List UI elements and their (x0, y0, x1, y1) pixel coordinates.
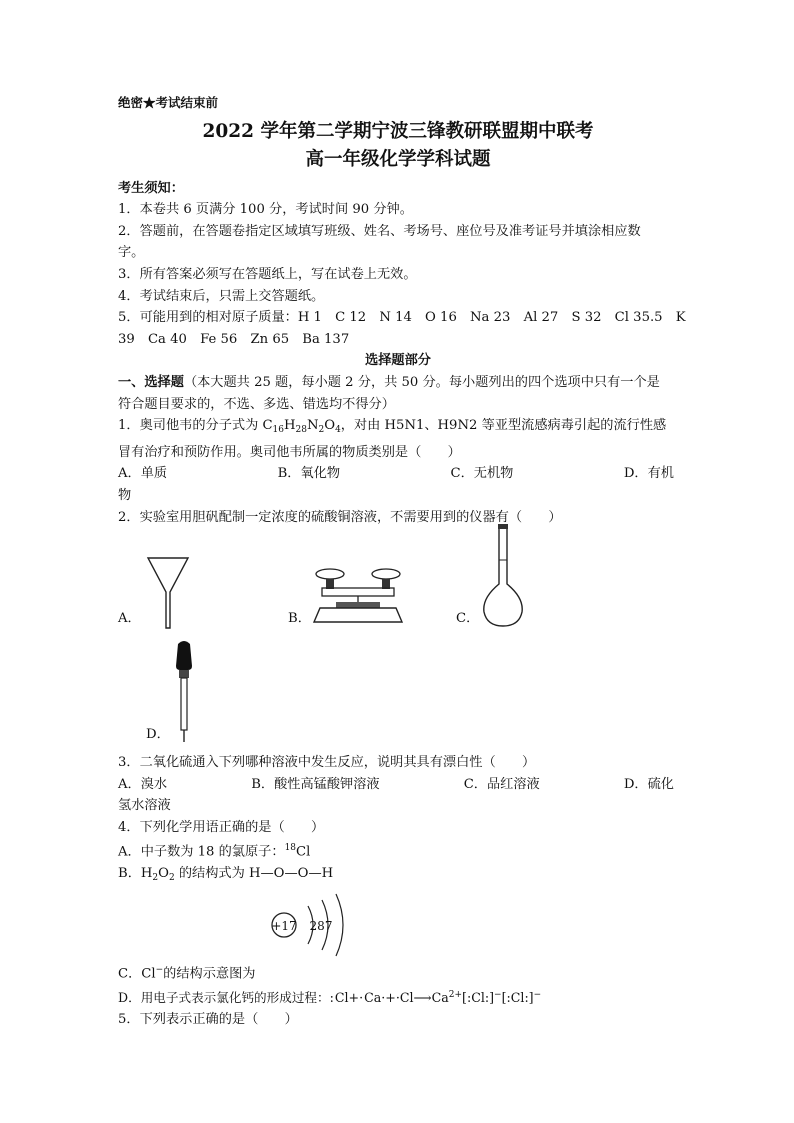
question-5-stem: 5．下列表示正确的是（ ） (118, 1011, 298, 1027)
notice-item: 39 Ca 40 Fe 56 Zn 65 Ba 137 (118, 331, 350, 347)
section-title: 选择题部分 (365, 353, 431, 369)
question-4-option-a: A．中子数为 18 的氯原子：$^{18}$Cl (118, 843, 311, 860)
option-b: B．氧化物 (277, 466, 341, 482)
notice-item: 2．答题前，在答题卷指定区域填写班级、姓名、考场号、座位号及准考证号并填涂相应数 (118, 223, 641, 239)
question-1-stem: 1．奥司他韦的分子式为 $C_{16}H_{28}N_2O_4$，对由 H5N1、H9N2 等亚型流感病毒引起的流行性感 (118, 418, 667, 436)
exam-subtitle: 高一年级化学学科试题 (305, 148, 491, 170)
question-1-options (118, 463, 674, 485)
question-2-figures-row1 (118, 528, 678, 640)
exam-title: 2022 学年第二学期宁波三锋教研联盟期中联考 (202, 120, 594, 142)
section-header-bold: 一、选择题 (118, 374, 184, 390)
question-2-stem: 2．实验室用胆矾配制一定浓度的硫酸铜溶液，不需要用到的仪器有（ ） (118, 509, 562, 525)
secret-label: 绝密★考试结束前 (118, 95, 219, 110)
question-3-stem: 3．二氧化硫通入下列哪种溶液中发生反应，说明其具有漂白性（ ） (118, 755, 536, 771)
electron-shells: 287 (309, 919, 333, 934)
question-4-option-d: D．用电子式表示氯化钙的形成过程：$:Cl+\cdot Ca\cdot+\cdot Cl⟶Ca^{2+}[:Cl:]^-[:Cl:]^-$ (118, 990, 542, 1006)
calcium-symbol: Ca (364, 990, 382, 1006)
question-1-stem-line2: 冒有治疗和预防作用。奥司他韦所属的物质类别是（ ） (118, 444, 461, 460)
chlorine-symbol: Cl (510, 990, 525, 1006)
funnel-icon (146, 556, 190, 630)
question-3-options (118, 774, 674, 796)
option-c-label: C． (456, 611, 480, 627)
option-c: C．无机物 (450, 466, 514, 482)
chlorine-symbol: Cl (334, 990, 349, 1006)
option-d: D．硫化 (623, 776, 674, 792)
chlorine-symbol: Cl (399, 990, 414, 1006)
question-2-figures-row2 (118, 640, 678, 752)
option-d-wrap: 物 (118, 487, 132, 503)
option-d: D．有机 (623, 466, 674, 482)
section-header (118, 372, 678, 394)
option-a: A．单质 (118, 466, 168, 482)
exam-page (118, 92, 686, 1030)
notice-item: 3．所有答案必须写在答题纸上，写在试卷上无效。 (118, 266, 417, 282)
question-4-option-b: B．$H_2O_2$ 的结构式为 H—O—O—H (118, 866, 334, 884)
option-d-label: D． (146, 727, 170, 743)
question-4-stem: 4．下列化学用语正确的是（ ） (118, 819, 325, 835)
option-d-wrap: 氢水溶液 (118, 798, 171, 814)
chloride-structure-diagram (118, 890, 678, 960)
notice-item: 4．考试结束后，只需上交答题纸。 (118, 288, 325, 304)
option-b: B．酸性高锰酸钾溶液 (251, 776, 380, 792)
notice-item: 1．本卷共 6 页满分 100 分，考试时间 90 分钟。 (118, 202, 413, 218)
question-4-option-c: C．Cl−的结构示意图为 (118, 965, 256, 982)
option-a-label: A． (118, 611, 141, 627)
option-b-label: B． (288, 611, 311, 627)
volumetric-flask-icon (478, 522, 528, 632)
balance-scale-icon (312, 560, 404, 626)
nucleus-charge: +17 (271, 919, 297, 934)
atom-structure-icon (268, 892, 368, 958)
notice-item: 5．可能用到的相对原子质量：H 1 C 12 N 14 O 16 Na 23 Al 27 S 32 Cl 35.5 K (118, 310, 686, 326)
option-c: C．品红溶液 (463, 776, 540, 792)
notice-item: 字。 (118, 245, 145, 261)
chlorine-symbol: Cl (471, 990, 485, 1006)
section-header-rest: （本大题共 25 题，每小题 2 分，共 50 分。每小题列出的四个选项中只有一个是 (183, 374, 660, 390)
reaction-arrow-icon: ⟶ (413, 990, 432, 1006)
section-header-line2: 符合题目要求的，不选、多选、错选均不得分） (118, 396, 395, 412)
notice-heading: 考生须知： (118, 180, 184, 196)
calcium-ion: Ca (431, 990, 449, 1006)
dropper-icon (172, 640, 196, 744)
option-a: A．溴水 (118, 776, 168, 792)
